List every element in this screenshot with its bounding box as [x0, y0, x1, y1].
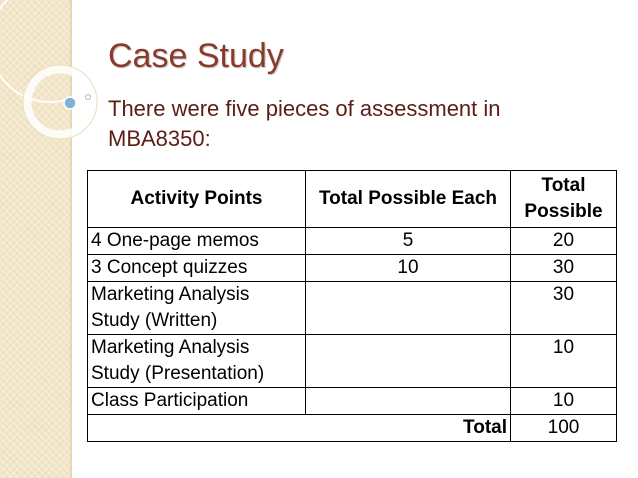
decor-dot-blue [64, 97, 76, 109]
activity-cell: Marketing Analysis Study (Written) [88, 282, 306, 335]
total-cell: 30 [511, 282, 617, 335]
total-cell: 30 [511, 255, 617, 282]
each-cell: 5 [306, 228, 511, 255]
total-label: Total [88, 415, 511, 442]
each-cell [306, 282, 511, 335]
total-value: 100 [511, 415, 617, 442]
slide-intro-text: There were five pieces of assessment in MBA8350: [108, 96, 501, 151]
total-cell: 10 [511, 388, 617, 415]
header-total-possible: Total Possible [511, 171, 617, 228]
assessment-table [87, 170, 617, 442]
table-row [88, 228, 617, 255]
total-cell: 20 [511, 228, 617, 255]
each-cell: 10 [306, 255, 511, 282]
table-row [88, 388, 617, 415]
table-row [88, 335, 617, 388]
activity-cell: Marketing Analysis Study (Presentation) [88, 335, 306, 388]
slide-title: Case Study [108, 37, 284, 75]
activity-cell: 3 Concept quizzes [88, 255, 306, 282]
header-activity-points: Activity Points [88, 171, 306, 228]
activity-cell: 4 One-page memos [88, 228, 306, 255]
table-header-row [88, 171, 617, 228]
header-total-possible-each: Total Possible Each [306, 171, 511, 228]
table-row [88, 255, 617, 282]
total-cell: 10 [511, 335, 617, 388]
decorative-circles [0, 0, 110, 170]
each-cell [306, 335, 511, 388]
each-cell [306, 388, 511, 415]
table-row [88, 282, 617, 335]
activity-cell: Class Participation [88, 388, 306, 415]
table-total-row [88, 415, 617, 442]
